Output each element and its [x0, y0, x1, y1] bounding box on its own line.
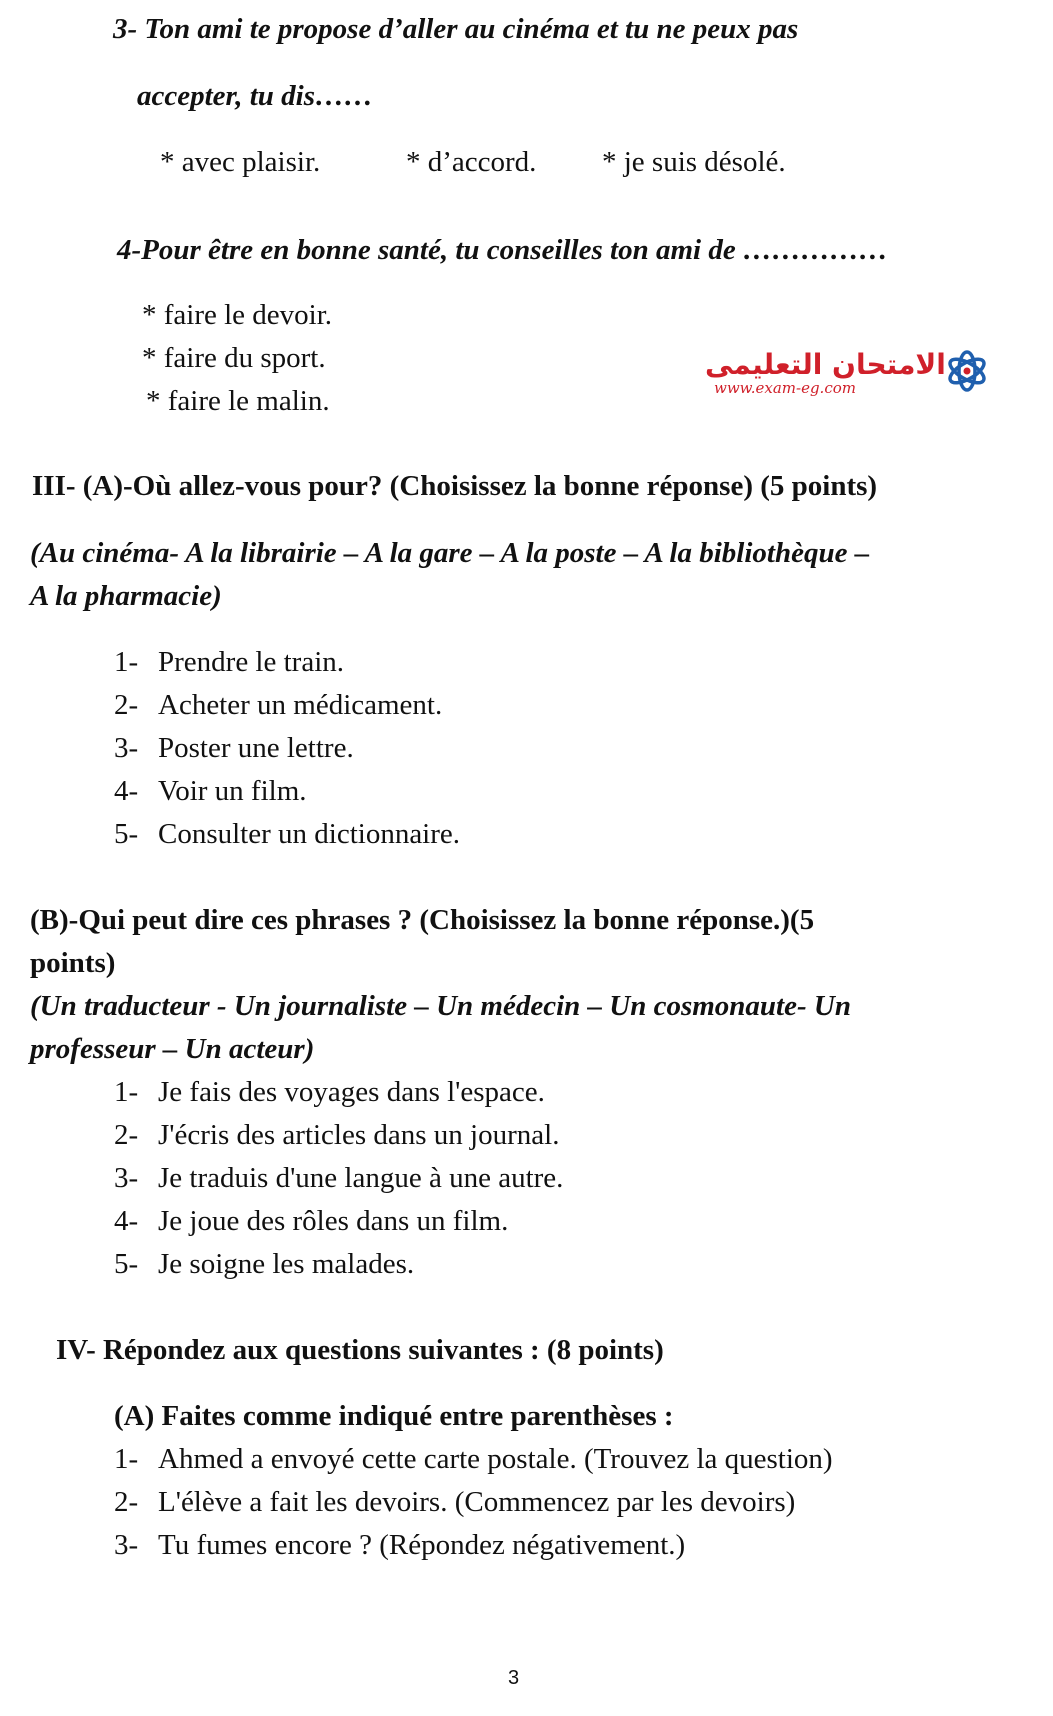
- part3b-heading-line2: points): [30, 947, 116, 979]
- part3b-item-2: 2- J'écris des articles dans un journal.: [114, 1119, 560, 1151]
- part4a-item-2: 2- L'élève a fait les devoirs. (Commencez par les devoirs): [114, 1486, 796, 1518]
- part3b-item-5: 5- Je soigne les malades.: [114, 1248, 415, 1280]
- part3a-item-5: 5- Consulter un dictionnaire.: [114, 818, 461, 850]
- q3-prompt-line2: accepter, tu dis……: [137, 80, 374, 112]
- part3a-item-1: 1- Prendre le train.: [114, 646, 345, 678]
- part3b-heading-line1: (B)-Qui peut dire ces phrases ? (Choisissez la bonne réponse.)(5: [30, 904, 815, 936]
- part3b-item-3: 3- Je traduis d'une langue à une autre.: [114, 1162, 564, 1194]
- q4-option-2: * faire du sport.: [142, 342, 326, 374]
- logo-graphic: [705, 338, 990, 404]
- part3b-item-1: 1- Je fais des voyages dans l'espace.: [114, 1076, 545, 1108]
- part3b-choices-line2: professeur – Un acteur): [30, 1033, 315, 1065]
- logo-arabic-text: الامتحان التعليمى: [705, 348, 946, 381]
- q3-prompt-line1: 3- Ton ami te propose d’aller au cinéma et tu ne peux pas: [113, 13, 799, 45]
- part3a-choices-line1: (Au cinéma- A la librairie – A la gare – A la poste – A la bibliothèque –: [30, 537, 870, 569]
- q4-option-3: * faire le malin.: [146, 385, 330, 417]
- part4a-item-1: 1- Ahmed a envoyé cette carte postale. (Trouvez la question): [114, 1443, 833, 1475]
- q4-option-1: * faire le devoir.: [142, 299, 333, 331]
- q3-option-2: * d’accord.: [406, 146, 537, 178]
- part4a-item-3: 3- Tu fumes encore ? (Répondez négativement.): [114, 1529, 686, 1561]
- part3a-item-2: 2- Acheter un médicament.: [114, 689, 443, 721]
- part3a-item-3: 3- Poster une lettre.: [114, 732, 354, 764]
- logo-url-text: www.exam-eg.com: [714, 379, 856, 397]
- part3a-heading: III- (A)-Où allez-vous pour? (Choisissez la bonne réponse) (5 points): [32, 470, 878, 502]
- part3b-choices-line1: (Un traducteur - Un journaliste – Un médecin – Un cosmonaute- Un: [30, 990, 851, 1022]
- part4a-heading: (A) Faites comme indiqué entre parenthèses :: [114, 1400, 674, 1432]
- part3b-item-4: 4- Je joue des rôles dans un film.: [114, 1205, 509, 1237]
- atom-icon: [947, 352, 988, 390]
- q3-option-3: * je suis désolé.: [602, 146, 786, 178]
- q3-option-1: * avec plaisir.: [160, 146, 321, 178]
- part3a-choices-line2: A la pharmacie): [30, 580, 222, 612]
- page-number: 3: [508, 1667, 520, 1689]
- q4-prompt: 4-Pour être en bonne santé, tu conseilles ton ami de ……………: [117, 234, 888, 266]
- part4-heading: IV- Répondez aux questions suivantes : (8 points): [56, 1334, 664, 1366]
- exam-eg-logo: [705, 338, 990, 404]
- part3a-item-4: 4- Voir un film.: [114, 775, 307, 807]
